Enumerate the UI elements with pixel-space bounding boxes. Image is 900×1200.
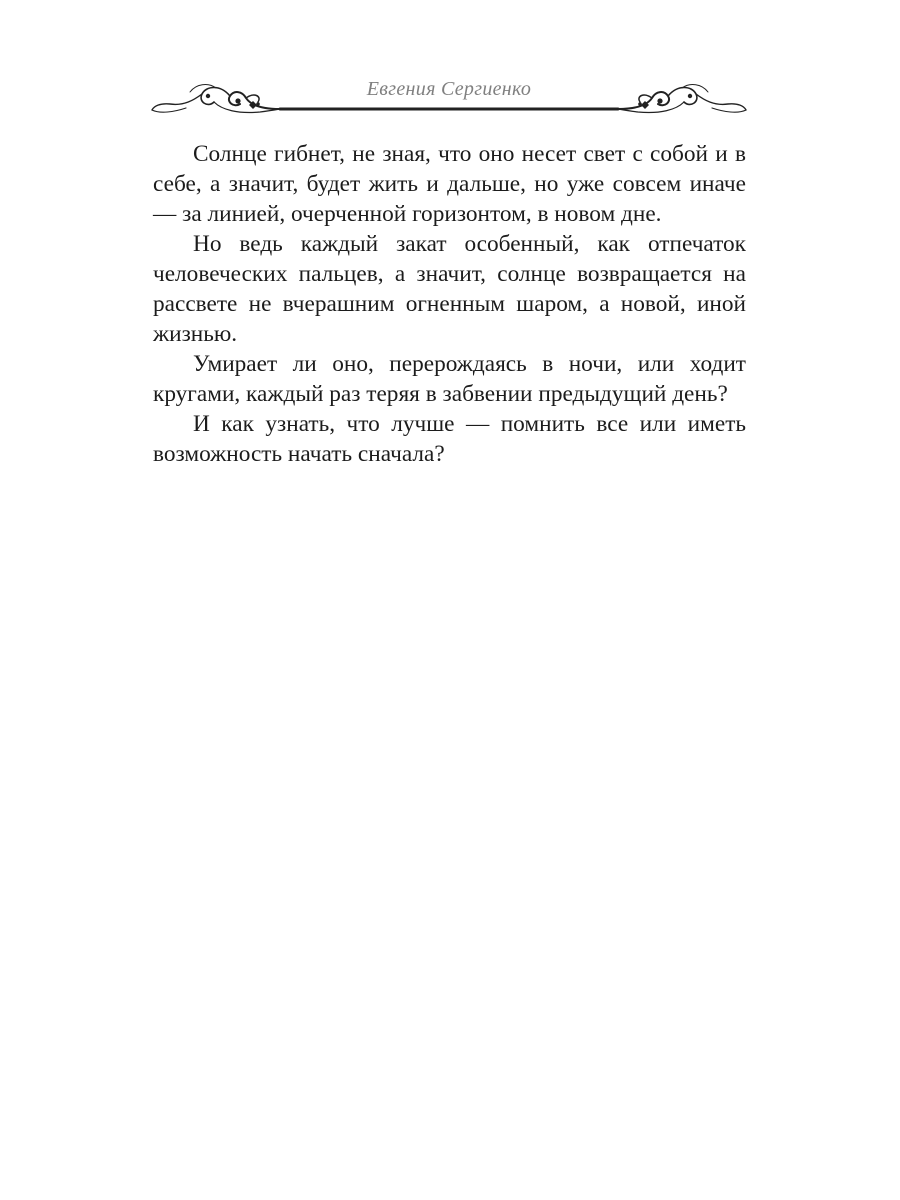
- paragraph: Умирает ли оно, перерождаясь в ночи, или ходит кругами, каждый раз теряя в забвении предыдущий день?: [153, 351, 746, 407]
- paragraph: И как узнать, что лучше — помнить все или иметь возможность начать сначала?: [153, 411, 746, 467]
- page-header: [150, 74, 748, 124]
- running-head: Евгения Сергиенко: [366, 78, 532, 100]
- paragraph: Но ведь каждый закат особенный, как отпечаток человеческих пальцев, а значит, солнце возвращается на рассвете не вчерашним огненным шаром, а новой, иной жизнью.: [153, 231, 746, 347]
- body-text: [153, 139, 746, 469]
- paragraph: Солнце гибнет, не зная, что оно несет свет с собой и в себе, а значит, будет жить и дальше, но уже совсем иначе — за линией, очерченной горизонтом, в новом дне.: [153, 141, 746, 227]
